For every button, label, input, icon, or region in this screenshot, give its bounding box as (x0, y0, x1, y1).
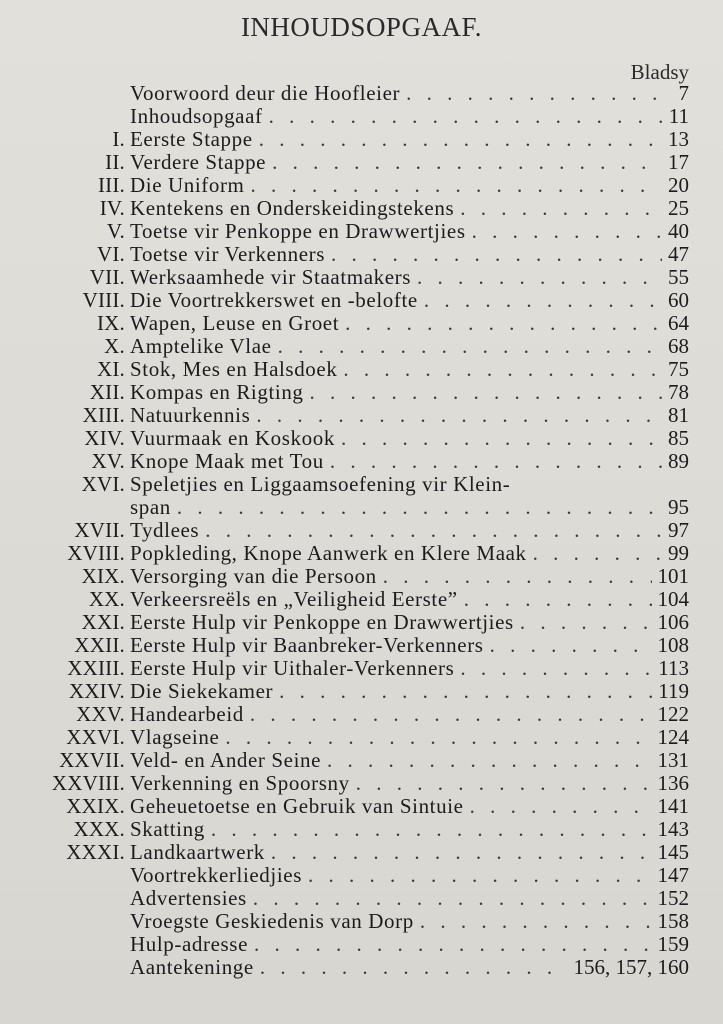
entry-title: Tydlees (130, 518, 200, 542)
page-number: 143 (657, 817, 689, 841)
dot-leader (464, 588, 652, 611)
entry-title: Popkleding, Knope Aanwerk en Klere Maak (130, 541, 527, 565)
dot-leader (424, 289, 662, 312)
chapter-number: XVII. (74, 518, 125, 542)
page-number: 78 (668, 380, 689, 404)
entry-title: Speletjies en Liggaamsoefening vir Klein- (130, 472, 511, 496)
toc-entry (0, 611, 723, 634)
chapter-number: IX. (96, 311, 125, 335)
entry-title: Verdere Stappe (130, 150, 267, 174)
toc-entry (0, 450, 723, 473)
toc-entry (0, 335, 723, 358)
page-number: 99 (668, 541, 689, 565)
page-number: 47 (668, 242, 689, 266)
dot-leader (211, 818, 652, 841)
page-number: 136 (657, 771, 689, 795)
page-number: 60 (668, 288, 689, 312)
page-number: 17 (668, 150, 689, 174)
dot-leader (460, 657, 652, 680)
page-number: 89 (668, 449, 689, 473)
toc-entry (0, 542, 723, 565)
entry-title: Hulp-adresse (130, 932, 248, 956)
entry-title: Kompas en Rigting (130, 380, 304, 404)
chapter-number: XVI. (81, 472, 125, 496)
page-column-header: Bladsy (630, 60, 689, 84)
chapter-number: V. (106, 219, 125, 243)
toc-entry (0, 197, 723, 220)
page-number: 55 (668, 265, 689, 289)
entry-title: Advertensies (130, 886, 247, 910)
toc-entry (0, 151, 723, 174)
page-number: 97 (668, 518, 689, 542)
toc-entry (0, 864, 723, 887)
page-number: 104 (657, 587, 689, 611)
chapter-number: X. (104, 334, 125, 358)
toc-entry (0, 841, 723, 864)
page-number: 119 (658, 679, 689, 703)
page-number: 122 (657, 702, 689, 726)
dot-leader (308, 864, 652, 887)
chapter-number: XXI. (81, 610, 125, 634)
dot-leader (533, 542, 662, 565)
page-number: 7 (678, 81, 689, 105)
toc-entry (0, 680, 723, 703)
toc-entry (0, 565, 723, 588)
page-number: 11 (668, 104, 689, 128)
toc-entry (0, 174, 723, 197)
chapter-number: XV. (91, 449, 125, 473)
chapter-number: III. (97, 173, 125, 197)
entry-title: Voorwoord deur die Hoofleier (130, 81, 401, 105)
entry-title: Eerste Hulp vir Penkoppe en Drawwertjies (130, 610, 514, 634)
page-number: 85 (668, 426, 689, 450)
chapter-number: XII. (89, 380, 125, 404)
entry-title: Eerste Hulp vir Uithaler-Verkenners (130, 656, 455, 680)
dot-leader (251, 174, 663, 197)
toc-entry (0, 404, 723, 427)
page-number: 20 (668, 173, 689, 197)
page-number: 108 (657, 633, 689, 657)
dot-leader (490, 634, 652, 657)
dot-leader (269, 105, 663, 128)
dot-leader (253, 887, 652, 910)
toc-entry (0, 956, 723, 979)
toc-entry (0, 910, 723, 933)
entry-title: Toetse vir Penkoppe en Drawwertjies (130, 219, 466, 243)
dot-leader (520, 611, 652, 634)
dot-leader (272, 151, 662, 174)
toc-entry (0, 266, 723, 289)
entry-title: Eerste Stappe (130, 127, 253, 151)
entry-title: Toetse vir Verkenners (130, 242, 326, 266)
toc-entry (0, 818, 723, 841)
chapter-number: XVIII. (67, 541, 125, 565)
toc-entry (0, 82, 723, 105)
dot-leader (343, 358, 662, 381)
entry-title: Veld- en Ander Seine (130, 748, 322, 772)
entry-title: Amptelike Vlae (130, 334, 272, 358)
toc-entry (0, 243, 723, 266)
dot-leader (341, 427, 662, 450)
dot-leader (271, 841, 652, 864)
toc-entry (0, 105, 723, 128)
chapter-number: XIV. (84, 426, 125, 450)
table-of-contents (0, 82, 723, 979)
chapter-number: VII. (89, 265, 125, 289)
entry-title: Die Siekekamer (130, 679, 274, 703)
chapter-number: II. (105, 150, 125, 174)
toc-entry (0, 887, 723, 910)
entry-title: Landkaartwerk (130, 840, 265, 864)
entry-title: Handearbeid (130, 702, 244, 726)
page-number: 25 (668, 196, 689, 220)
entry-title: Werksaamhede vir Staatmakers (130, 265, 412, 289)
entry-title: Kentekens en Onderskeidingstekens (130, 196, 455, 220)
page-number: 13 (668, 127, 689, 151)
dot-leader (205, 519, 662, 542)
chapter-number: I. (112, 127, 125, 151)
toc-entry (0, 634, 723, 657)
dot-leader (278, 335, 662, 358)
toc-entry (0, 772, 723, 795)
chapter-number: XIII. (82, 403, 125, 427)
page-number: 68 (668, 334, 689, 358)
dot-leader (356, 772, 652, 795)
dot-leader (177, 496, 662, 519)
dot-leader (250, 703, 652, 726)
toc-entry (0, 933, 723, 956)
page-number: 131 (657, 748, 689, 772)
page-number: 64 (668, 311, 689, 335)
entry-title: Verkeersreëls en „Veiligheid Eerste” (130, 587, 458, 611)
toc-entry (0, 289, 723, 312)
toc-entry (0, 427, 723, 450)
dot-leader (256, 404, 662, 427)
dot-leader (254, 933, 652, 956)
toc-entry (0, 588, 723, 611)
entry-title: Eerste Hulp vir Baanbreker-Verkenners (130, 633, 484, 657)
chapter-number: XXVI. (66, 725, 125, 749)
toc-entry (0, 726, 723, 749)
chapter-number: IV. (99, 196, 125, 220)
chapter-number: XXII. (74, 633, 125, 657)
chapter-number: XXIX. (66, 794, 125, 818)
toc-entry (0, 703, 723, 726)
toc-entry (0, 795, 723, 818)
chapter-number: XXVII. (59, 748, 125, 772)
page-number: 141 (657, 794, 689, 818)
chapter-number: XI. (96, 357, 125, 381)
page-number: 124 (657, 725, 689, 749)
chapter-number: XXXI. (66, 840, 125, 864)
dot-leader (470, 795, 652, 818)
page-number: 101 (657, 564, 689, 588)
chapter-number: XXX. (73, 817, 125, 841)
toc-entry (0, 220, 723, 243)
page-number: 113 (658, 656, 689, 680)
entry-title: Voortrekkerliedjies (130, 863, 302, 887)
entry-title: Aantekeninge (130, 955, 254, 979)
dot-leader (310, 381, 662, 404)
dot-leader (406, 82, 672, 105)
toc-entry (0, 519, 723, 542)
toc-entry (0, 381, 723, 404)
dot-leader (279, 680, 652, 703)
dot-leader (472, 220, 662, 243)
entry-title: Die Uniform (130, 173, 245, 197)
page-number: 81 (668, 403, 689, 427)
page-number: 95 (668, 495, 689, 519)
entry-title: Vlagseine (130, 725, 220, 749)
dot-leader (260, 956, 568, 979)
chapter-number: XXIV. (68, 679, 125, 703)
toc-entry (0, 473, 723, 496)
entry-title: span (130, 495, 171, 519)
entry-title: Skatting (130, 817, 205, 841)
dot-leader (383, 565, 652, 588)
toc-entry (0, 358, 723, 381)
dot-leader (327, 749, 651, 772)
toc-entry (0, 496, 723, 519)
chapter-number: XXVIII. (51, 771, 125, 795)
dot-leader (330, 450, 662, 473)
entry-title: Verkenning en Spoorsny (130, 771, 350, 795)
toc-entry (0, 657, 723, 680)
entry-title: Vuurmaak en Koskook (130, 426, 335, 450)
entry-title: Die Voortrekkerswet en -belofte (130, 288, 418, 312)
entry-title: Versorging van die Persoon (130, 564, 377, 588)
entry-title: Wapen, Leuse en Groet (130, 311, 340, 335)
dot-leader (259, 128, 662, 151)
dot-leader (345, 312, 662, 335)
chapter-number: XXV. (76, 702, 125, 726)
toc-entry (0, 312, 723, 335)
dot-leader (460, 197, 662, 220)
dot-leader (417, 266, 662, 289)
entry-title: Vroegste Geskiedenis van Dorp (130, 909, 414, 933)
toc-entry (0, 128, 723, 151)
entry-title: Geheuetoetse en Gebruik van Sintuie (130, 794, 464, 818)
dot-leader (331, 243, 662, 266)
page-number: 40 (668, 219, 689, 243)
page-number: 159 (657, 932, 689, 956)
chapter-number: XIX. (81, 564, 125, 588)
entry-title: Stok, Mes en Halsdoek (130, 357, 338, 381)
entry-title: Knope Maak met Tou (130, 449, 324, 473)
page-number: 147 (657, 863, 689, 887)
page-number: 106 (657, 610, 689, 634)
page-number: 75 (668, 357, 689, 381)
dot-leader (225, 726, 651, 749)
chapter-number: XXIII. (67, 656, 125, 680)
dot-leader (420, 910, 652, 933)
chapter-number: VI. (96, 242, 125, 266)
page-number: 152 (657, 886, 689, 910)
page-title: INHOUDSOPGAAF. (240, 12, 483, 42)
page-number: 145 (657, 840, 689, 864)
entry-title: Natuurkennis (130, 403, 251, 427)
toc-entry (0, 749, 723, 772)
entry-title: Inhoudsopgaaf (130, 104, 263, 128)
page-number: 158 (657, 909, 689, 933)
chapter-number: XX. (88, 587, 125, 611)
chapter-number: VIII. (82, 288, 125, 312)
page-number: 156, 157, 160 (573, 955, 689, 979)
